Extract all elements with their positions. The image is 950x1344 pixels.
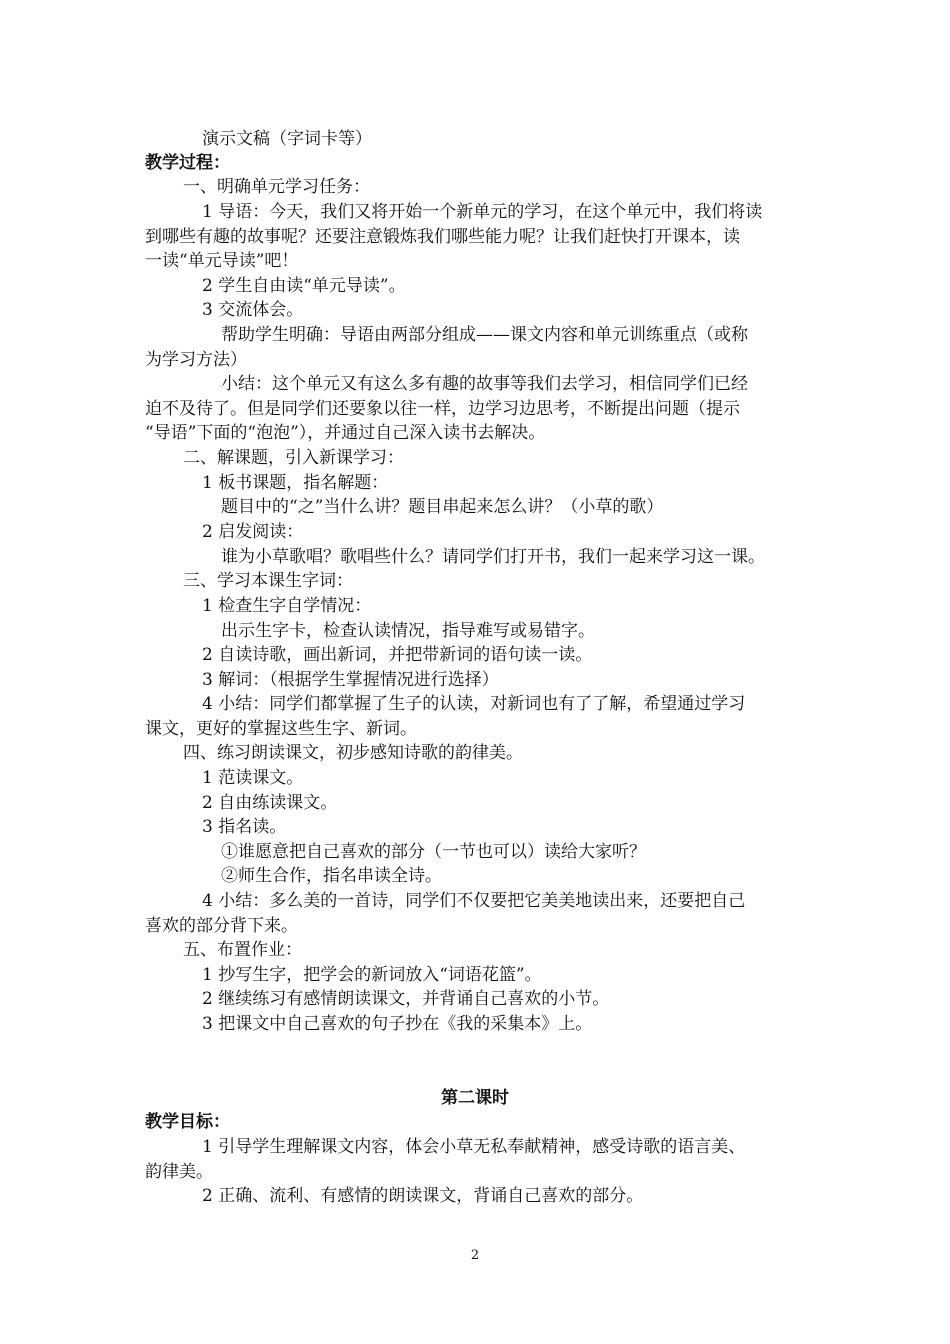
paragraph-line: 3 把课文中自己喜欢的句子抄在《我的采集本》上。 xyxy=(202,1014,593,1034)
paragraph-line: 帮助学生明确：导语由两部分组成——课文内容和单元训练重点（或称 xyxy=(221,325,748,345)
paragraph-line: 题目中的“之”当什么讲？题目串起来怎么讲？（小草的歌） xyxy=(221,497,664,517)
paragraph-line: 为学习方法） xyxy=(145,350,247,370)
paragraph-line: ①谁愿意把自己喜欢的部分（一节也可以）读给大家听？ xyxy=(221,842,646,862)
paragraph-line: 出示生字卡，检查认读情况，指导难写或易错字。 xyxy=(221,621,595,641)
paragraph-line: 1 抄写生字，把学会的新词放入“词语花篮”。 xyxy=(202,965,542,985)
section-heading: 四、练习朗读课文，初步感知诗歌的韵律美。 xyxy=(183,743,523,763)
paragraph-line: 1 板书课题，指名解题： xyxy=(202,473,389,493)
paragraph-line: 谁为小草歌唱？歌唱些什么？请同学们打开书，我们一起来学习这一课。 xyxy=(221,547,765,567)
paragraph-line: 2 启发阅读： xyxy=(202,522,304,542)
paragraph-line: 3 解词：（根据学生掌握情况进行选择） xyxy=(202,670,499,690)
lesson-title: 第二课时 xyxy=(441,1088,509,1108)
paragraph-line: 小结：这个单元又有这么多有趣的故事等我们去学习，相信同学们已经 xyxy=(221,374,748,394)
paragraph-line: 韵律美。 xyxy=(145,1162,213,1182)
paragraph-line: 3 交流体会。 xyxy=(202,300,304,320)
page-number: 2 xyxy=(470,1248,480,1263)
paragraph-line: 到哪些有趣的故事呢？还要注意锻炼我们哪些能力呢？让我们赶快打开课本，读 xyxy=(145,227,740,247)
paragraph-line: 1 检查生字自学情况： xyxy=(202,596,372,616)
section-heading: 一、明确单元学习任务： xyxy=(183,177,370,197)
paragraph-line: 1 范读课文。 xyxy=(202,768,304,788)
paragraph-line: 4 小结：多么美的一首诗，同学们不仅要把它美美地读出来，还要把自己 xyxy=(202,891,746,911)
paragraph-line: 喜欢的部分背下来。 xyxy=(145,916,298,936)
heading-teaching-process: 教学过程： xyxy=(145,153,230,173)
paragraph-line: 1 导语：今天，我们又将开始一个新单元的学习，在这个单元中，我们将读 xyxy=(202,202,763,222)
section-heading: 二、解课题，引入新课学习： xyxy=(183,448,404,468)
heading-teaching-goals: 教学目标： xyxy=(145,1112,230,1132)
paragraph-line: 一读“单元导读”吧！ xyxy=(145,251,299,271)
paragraph-line: 1 引导学生理解课文内容，体会小草无私奉献精神，感受诗歌的语言美、 xyxy=(202,1137,746,1157)
paragraph-line: 课文，更好的掌握这些生字、新词。 xyxy=(145,719,417,739)
paragraph-line: “导语”下面的“泡泡”），并通过自己深入读书去解决。 xyxy=(145,423,546,443)
materials-line: 演示文稿（字词卡等） xyxy=(202,129,372,149)
paragraph-line: 3 指名读。 xyxy=(202,817,287,837)
paragraph-line: 2 自由练读课文。 xyxy=(202,793,338,813)
paragraph-line: 迫不及待了。但是同学们还要象以往一样，边学习边思考，不断提出问题（提示 xyxy=(145,399,740,419)
paragraph-line: ②师生合作，指名串读全诗。 xyxy=(221,866,442,886)
paragraph-line: 2 自读诗歌，画出新词，并把带新词的语句读一读。 xyxy=(202,645,593,665)
paragraph-line: 2 继续练习有感情朗读课文，并背诵自己喜欢的小节。 xyxy=(202,989,610,1009)
paragraph-line: 4 小结：同学们都掌握了生子的认读，对新词也有了了解，希望通过学习 xyxy=(202,694,746,714)
section-heading: 五、布置作业： xyxy=(183,940,302,960)
section-heading: 三、学习本课生字词： xyxy=(183,571,353,591)
paragraph-line: 2 学生自由读“单元导读”。 xyxy=(202,276,406,296)
paragraph-line: 2 正确、流利、有感情的朗读课文，背诵自己喜欢的部分。 xyxy=(202,1186,644,1206)
